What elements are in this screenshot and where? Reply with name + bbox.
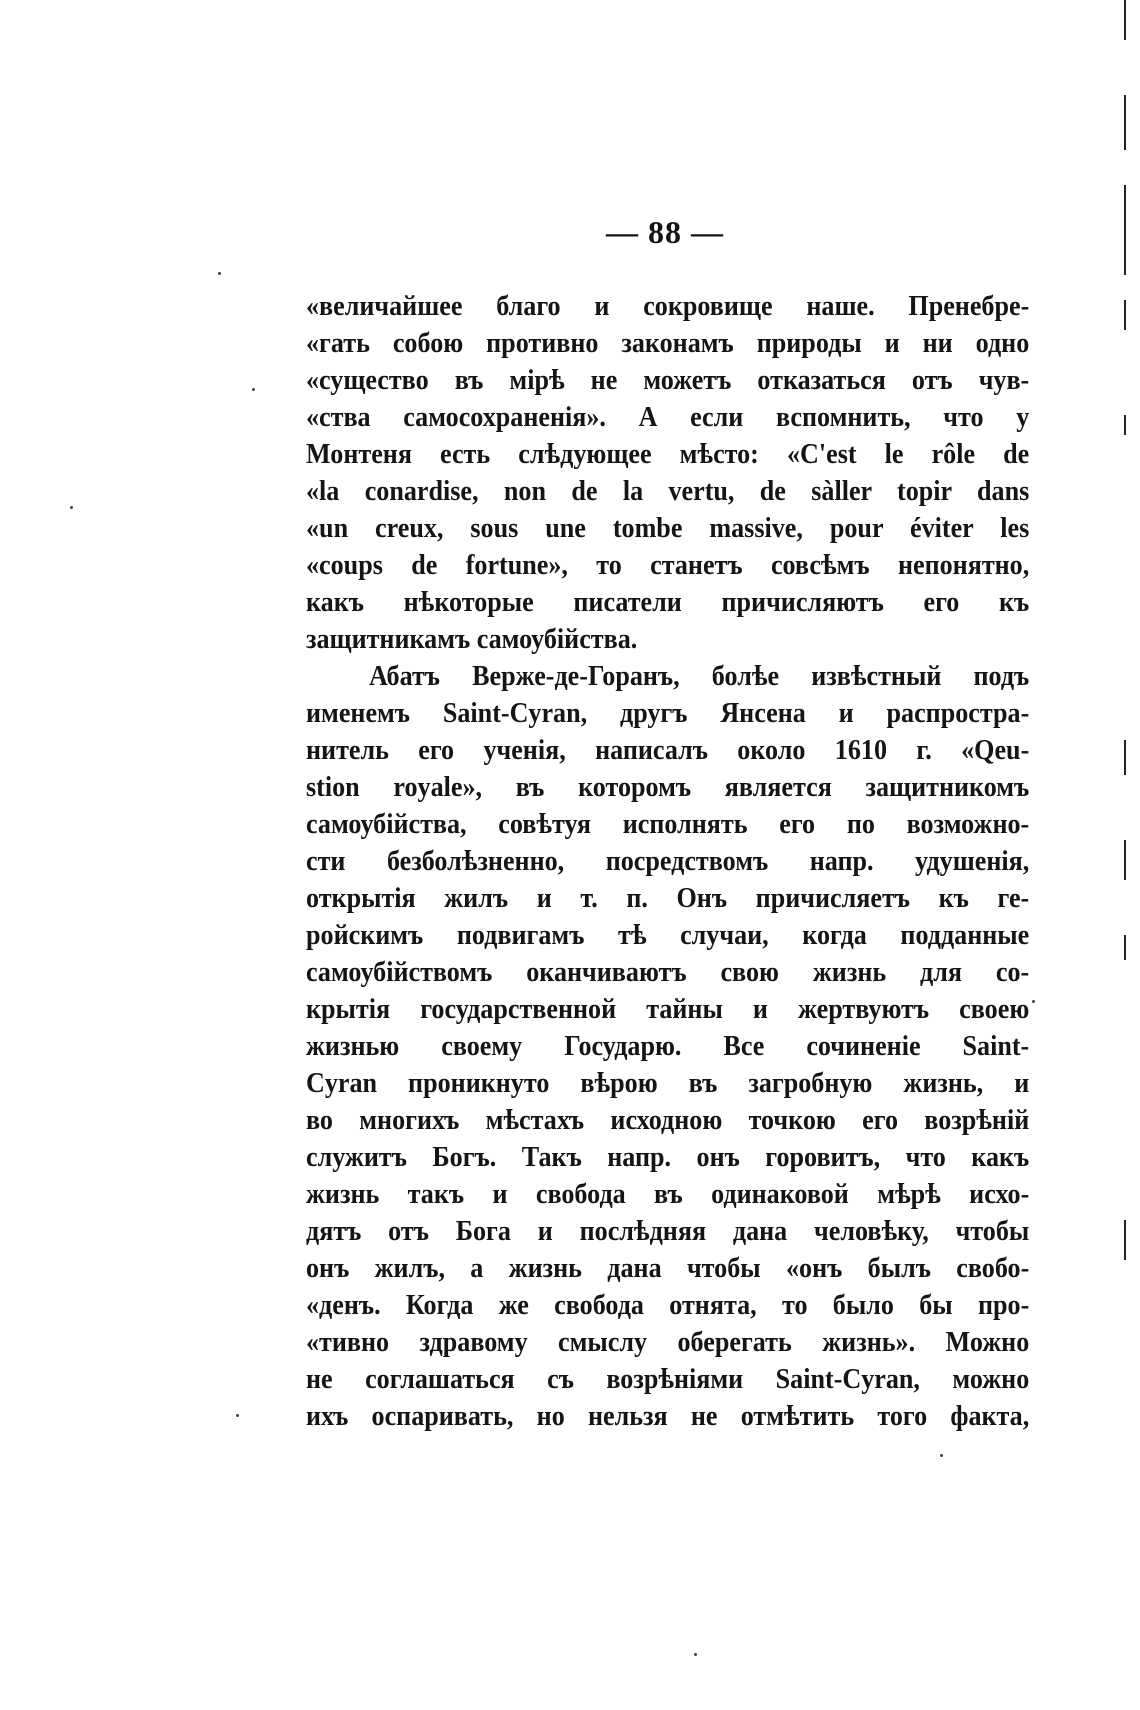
scan-speck [218, 272, 221, 275]
text-line: ройскимъ подвигамъ тѣ случаи, когда подданные [306, 919, 1030, 951]
scan-edge-mark [1124, 300, 1126, 330]
paragraph-1 [306, 288, 1030, 658]
text-line: онъ жилъ, а жизнь дана чтобы «онъ былъ свобо- [306, 1252, 1030, 1284]
scan-edge-mark [1124, 95, 1126, 150]
text-line: Абатъ Верже-де-Горанъ, болѣе извѣстный подъ [369, 660, 1030, 692]
text-line: ихъ оспаривать, но нельзя не отмѣтить того факта, [306, 1400, 1030, 1432]
text-line: защитникамъ самоубійства. [306, 623, 638, 655]
text-line: «la conardise, non de la vertu, de sàller topir dans [306, 475, 1030, 507]
scan-edge-mark [1124, 0, 1126, 40]
text-line: «un creux, sous une tombe massive, pour éviter les [306, 512, 1030, 544]
text-line: нитель его ученія, написалъ около 1610 г. «Qeu- [306, 734, 1030, 766]
text-line: дятъ отъ Бога и послѣдняя дана человѣку, чтобы [306, 1215, 1030, 1247]
text-line: «существо въ мірѣ не можетъ отказаться отъ чув- [306, 364, 1030, 396]
scan-edge-mark [1124, 415, 1126, 435]
text-line: Монтеня есть слѣдующее мѣсто: «C'est le rôle de [306, 438, 1030, 470]
scan-edge-mark [1124, 1220, 1126, 1260]
text-line: самоубійства, совѣтуя исполнять его по возможно- [306, 808, 1030, 840]
scan-edge-mark [1124, 185, 1126, 275]
text-line: самоубійствомъ оканчиваютъ свою жизнь для со- [306, 956, 1030, 988]
scan-speck [694, 1653, 697, 1656]
text-line: какъ нѣкоторые писатели причисляютъ его къ [306, 586, 1030, 618]
text-line: открытія жилъ и т. п. Онъ причисляетъ къ ге- [306, 882, 1030, 914]
text-line: «ства самосохраненія». А если вспомнить, что у [306, 401, 1030, 433]
paragraph-2 [306, 658, 1030, 1435]
text-line: «тивно здравому смыслу оберегать жизнь». Можно [306, 1326, 1030, 1358]
scan-edge-mark [1124, 740, 1126, 775]
text-line: Cyran проникнуто вѣрою въ загробную жизнь, и [306, 1067, 1030, 1099]
text-line: «денъ. Когда же свобода отнята, то было бы про- [306, 1289, 1030, 1321]
text-line: «гать собою противно законамъ природы и ни одно [306, 327, 1030, 359]
text-line: во многихъ мѣстахъ исходною точкою его возрѣній [306, 1104, 1030, 1136]
text-line: крытія государственной тайны и жертвуютъ своею [306, 993, 1030, 1025]
text-line: «coups de fortune», то станетъ совсѣмъ непонятно, [306, 549, 1030, 581]
text-line: stion royale», въ которомъ является защитникомъ [306, 771, 1030, 803]
scan-speck [1032, 1000, 1035, 1003]
text-line: служитъ Богъ. Такъ напр. онъ горовитъ, что какъ [306, 1141, 1030, 1173]
text-line: сти безболѣзненно, посредствомъ напр. удушенія, [306, 845, 1030, 877]
text-line: «величайшее благо и сокровище наше. Пренебре- [306, 290, 1030, 322]
scan-speck [70, 506, 73, 509]
scan-speck [940, 1454, 943, 1457]
text-line: именемъ Saint-Cyran, другъ Янсена и распростра- [306, 697, 1030, 729]
text-line: жизнью своему Государю. Все сочиненіе Saint- [306, 1030, 1030, 1062]
body-text [306, 288, 1030, 1435]
page-number: — 88 — [606, 214, 724, 250]
text-line: не соглашаться съ возрѣніями Saint-Cyran, можно [306, 1363, 1030, 1395]
scan-edge-mark [1124, 935, 1126, 960]
scan-speck [252, 388, 255, 391]
text-line: жизнь такъ и свобода въ одинаковой мѣрѣ исхо- [306, 1178, 1030, 1210]
scan-speck [236, 1414, 239, 1417]
scan-edge-mark [1124, 840, 1126, 880]
